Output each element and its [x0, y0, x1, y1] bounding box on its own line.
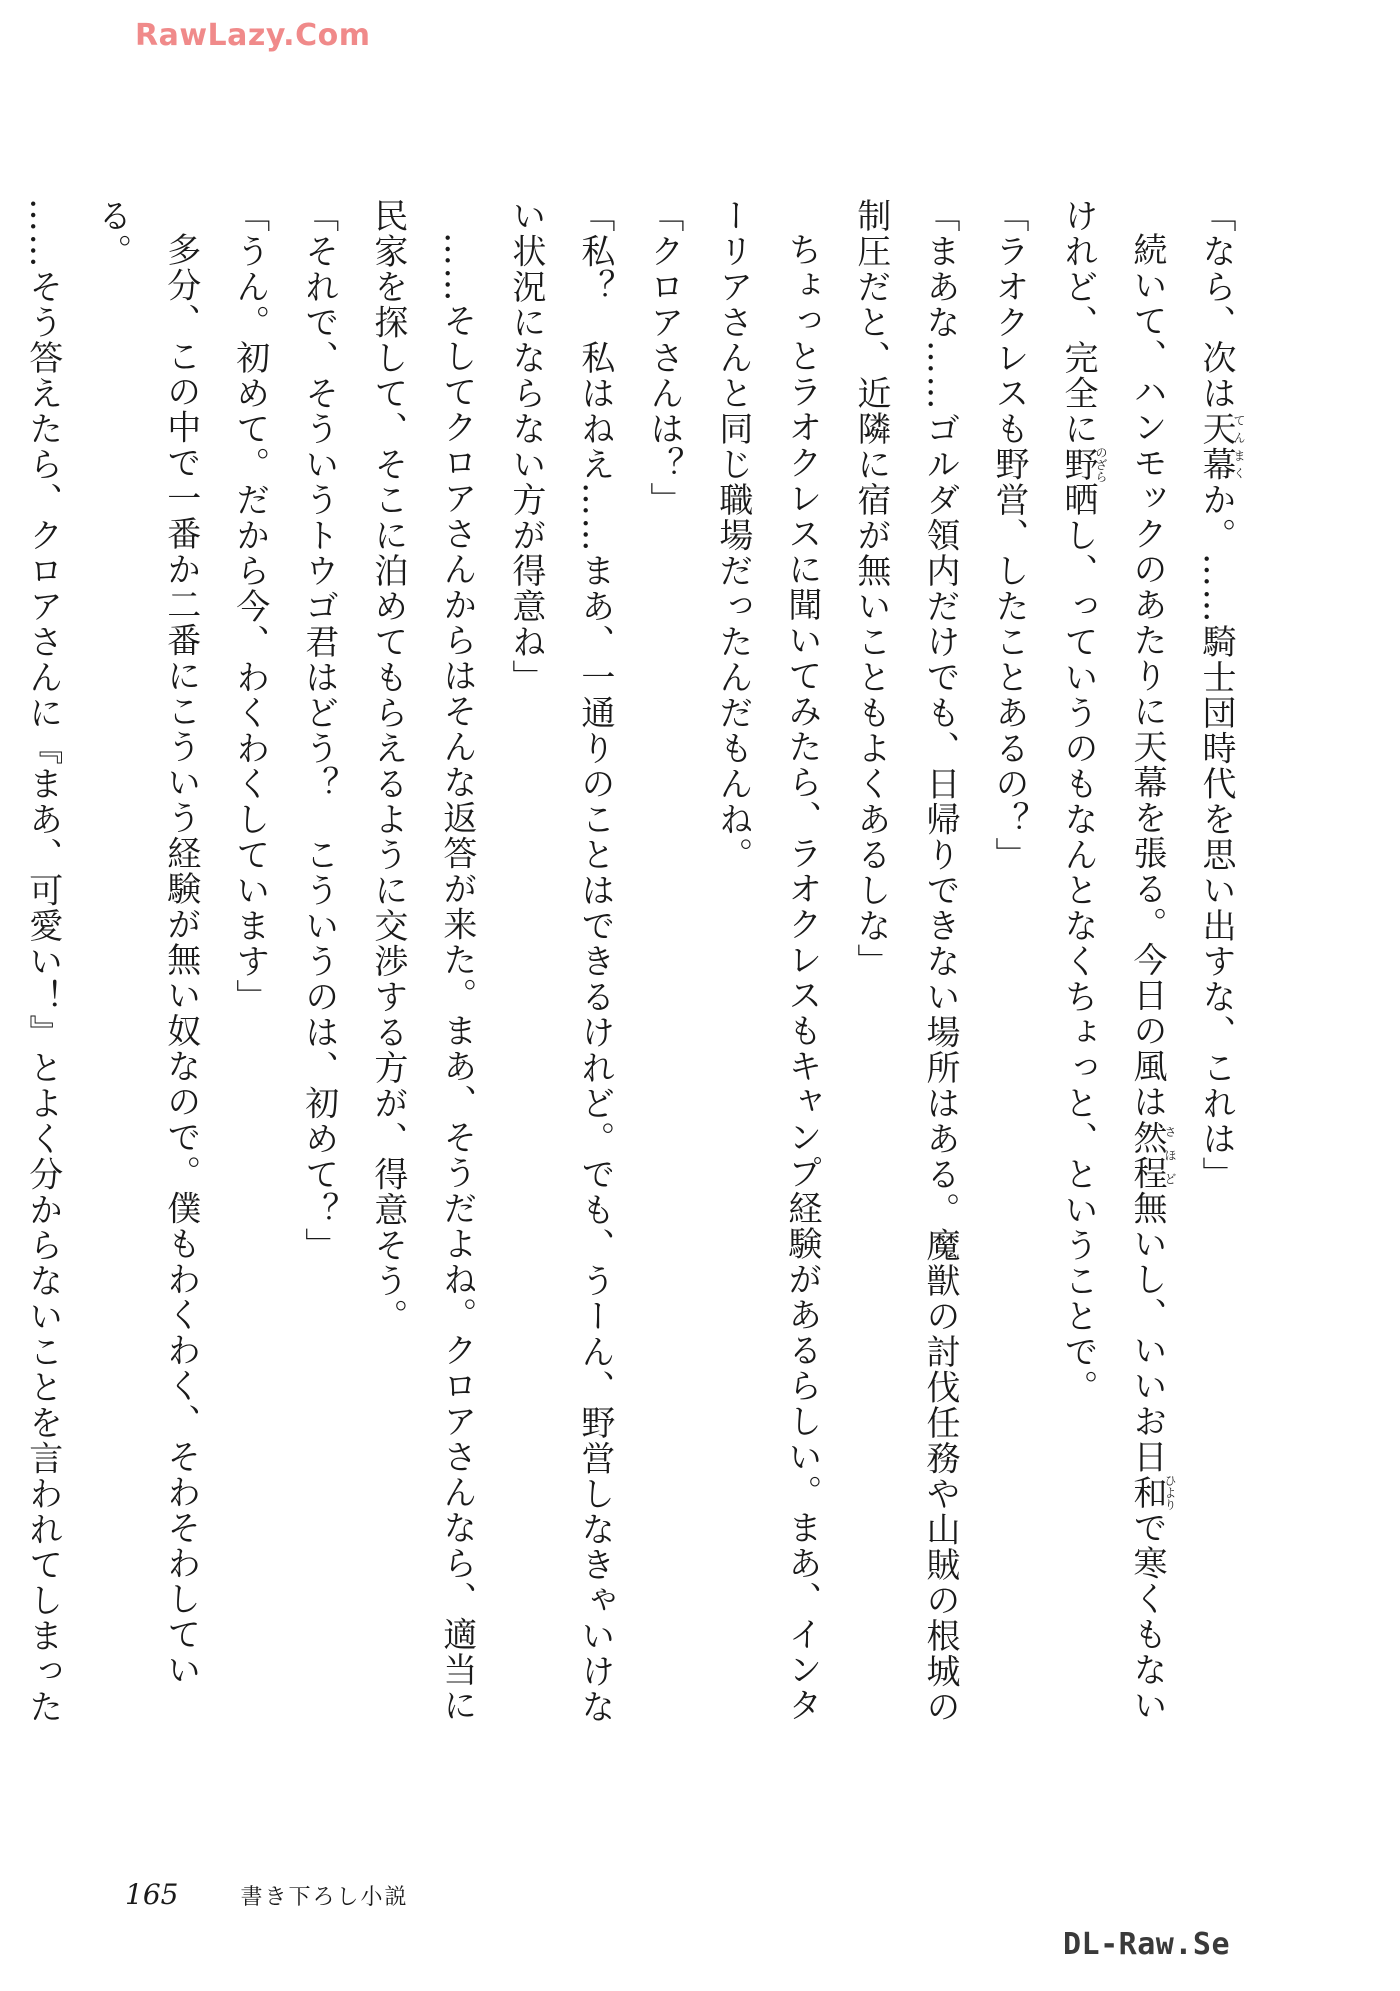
text-segment: 「なら、次は — [1196, 198, 1236, 411]
paragraph-5: ちょっとラオクレスに聞いてみたら、ラオクレスもキャンプ経験があるらしい。まあ、インターリアさんと同じ職場だったんだもんね。 — [712, 198, 822, 1723]
text-segment: 晒し、っていうのもなんとなくちょっと、ということで。 — [1057, 482, 1098, 1405]
paragraph-11: 多分、この中で一番か二番にこういう経験が無い奴なので。僕もわくわく、そわそわしている。 — [91, 198, 201, 1688]
text-segment: 続いて、ハンモックのあたりに天幕を張る。今日の風は — [1126, 232, 1167, 1120]
section-title: 書き下ろし小説 — [240, 1885, 409, 1910]
paragraph-2 — [1043, 198, 1181, 1758]
paragraph-8: ……そしてクロアさんからはそんな返答が来た。まあ、そうだよね。クロアさんなら、適当に民家を探して、そこに泊めてもらえるように交渉する方が、得意そう。 — [367, 198, 477, 1723]
paragraph-9: 「それで、そういうトウゴ君はどう？ こういうのは、初めて？」 — [298, 198, 339, 1263]
ruby-nozara: 野のざら — [1057, 446, 1108, 483]
paragraph-3: 「ラオクレスも野営、したことあるの？」 — [988, 198, 1029, 873]
text-segment: で寒くもないけれど、完全に — [1057, 198, 1167, 1723]
watermark-top: RawLazy.Com — [135, 18, 371, 53]
watermark-bottom: DL-Raw.Se — [1063, 1927, 1231, 1962]
ruby-sahodo: 然程さほど — [1126, 1119, 1177, 1191]
text-segment: か。……騎士団時代を思い出すな、これは」 — [1196, 482, 1236, 1192]
paragraph-1 — [1181, 198, 1250, 1758]
paragraph-6: 「クロアさんは？」 — [643, 198, 684, 518]
page-footer — [125, 1878, 408, 1911]
ruby-hiyori: 和ひより — [1126, 1474, 1177, 1511]
text-segment: 無いし、いいお日 — [1126, 1190, 1167, 1475]
ruby-tenmaku: 天幕てんまく — [1196, 411, 1246, 482]
paragraph-12: ……そう答えたら、クロアさんに『まあ、可愛い！』とよく分からないことを言われてしまった — [22, 198, 63, 1725]
paragraph-4: 「まあな……ゴルダ領内だけでも、日帰りできない場所はある。魔獣の討伐任務や山賊の根城の制圧だと、近隣に宿が無いこともよくあるしな」 — [850, 198, 960, 1725]
novel-text-body — [22, 198, 1250, 1758]
paragraph-7: 「私？ 私はねえ……まあ、一通りのことはできるけれど。でも、うーん、野営しなきゃいけない状況にならない方が得意ね」 — [505, 198, 615, 1725]
page-number: 165 — [125, 1878, 179, 1911]
paragraph-10: 「うん。初めて。だから今、わくわくしています」 — [229, 198, 270, 1015]
